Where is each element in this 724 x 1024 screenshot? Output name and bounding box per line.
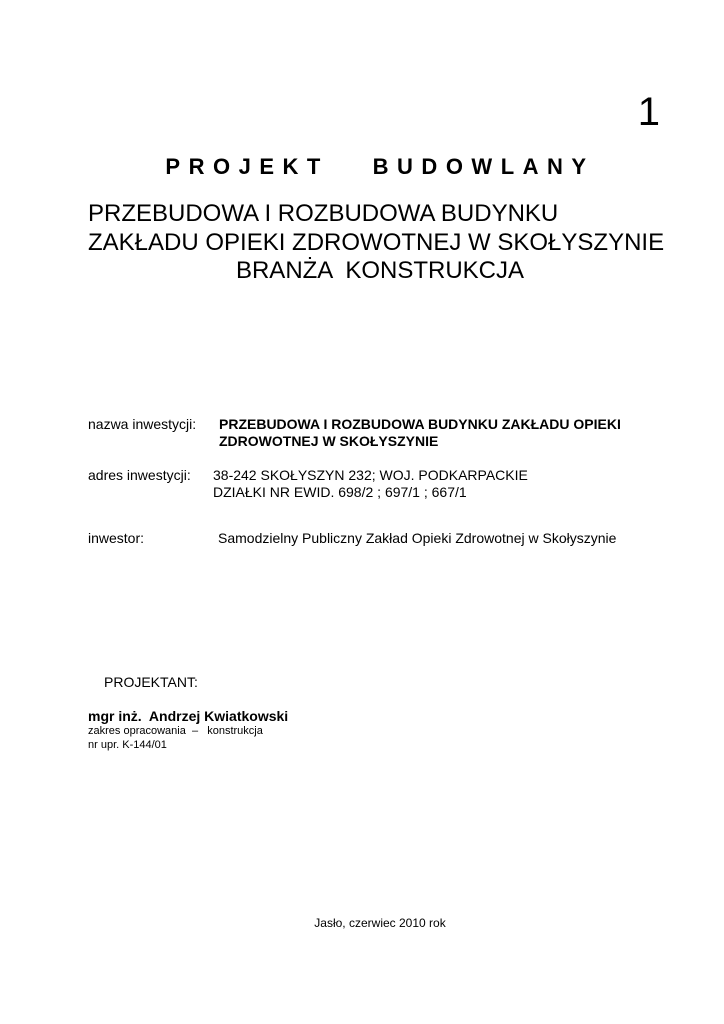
- investment-name-label: nazwa inwestycji:: [88, 416, 197, 432]
- page-number: 1: [637, 90, 660, 134]
- designer-license-number: nr upr. K-144/01: [88, 739, 167, 751]
- investor-value: Samodzielny Publiczny Zakład Opieki Zdrowotnej w Skołyszynie: [218, 530, 617, 546]
- document-type-heading: PROJEKT BUDOWLANY: [165, 154, 595, 179]
- project-title-line-2: ZAKŁADU OPIEKI ZDROWOTNEJ W SKOŁYSZYNIE: [88, 229, 665, 256]
- project-title-branch: BRANŻA KONSTRUKCJA: [235, 257, 525, 284]
- project-title-line-1: PRZEBUDOWA I ROZBUDOWA BUDYNKU: [88, 200, 559, 227]
- investment-name-value-line-1: PRZEBUDOWA I ROZBUDOWA BUDYNKU ZAKŁADU OPIEKI: [219, 416, 621, 432]
- designer-scope: zakres opracowania – konstrukcja: [88, 725, 263, 737]
- investment-address-value-line-1: 38-242 SKOŁYSZYN 232; WOJ. PODKARPACKIE: [213, 467, 528, 483]
- investment-address-label: adres inwestycji:: [88, 467, 191, 483]
- investment-address-value-line-2: DZIAŁKI NR EWID. 698/2 ; 697/1 ; 667/1: [213, 484, 467, 500]
- investor-label: inwestor:: [88, 530, 145, 546]
- designer-name: mgr inż. Andrzej Kwiatkowski: [88, 708, 289, 724]
- place-and-date: Jasło, czerwiec 2010 rok: [314, 916, 446, 930]
- investment-name-value-line-2: ZDROWOTNEJ W SKOŁYSZYNIE: [219, 433, 439, 449]
- designer-heading: PROJEKTANT:: [104, 674, 198, 690]
